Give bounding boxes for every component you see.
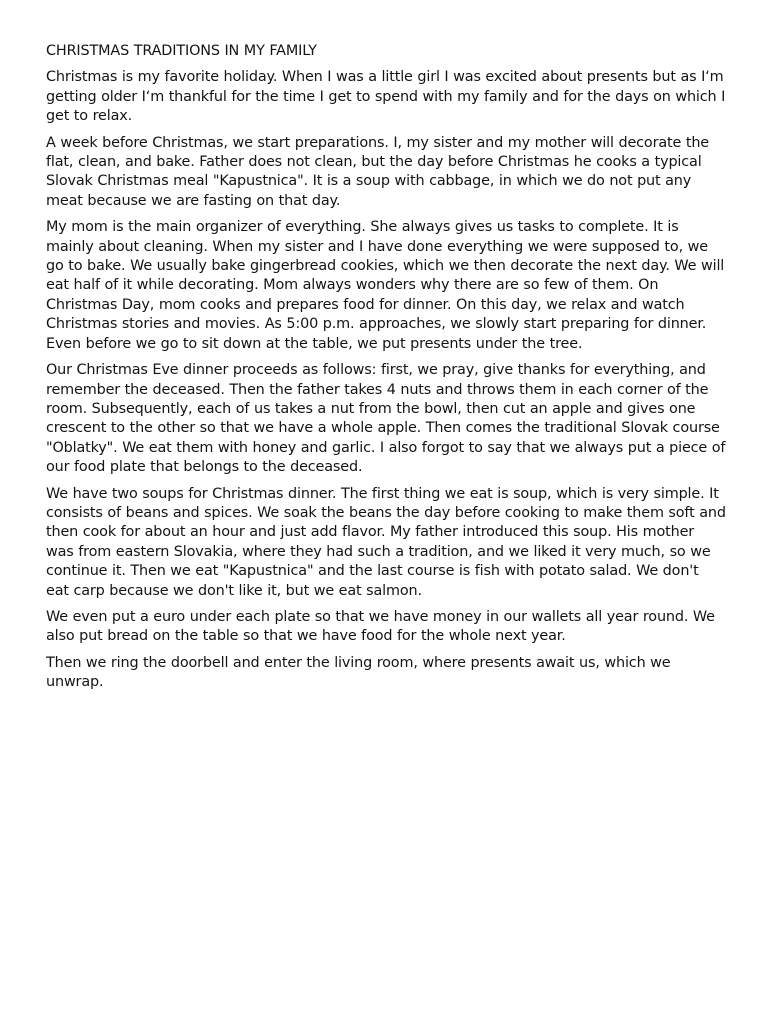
paragraph-preparations: A week before Christmas, we start preparations. I, my sister and my mother will decorate the flat, clean, and bake. Father does not clean, but the day before Christmas he cooks a typical Slovak Christmas meal "Kapustnica". It is a soup with cabbage, in which we do not put any meat because we are fasting on that day. bbox=[46, 134, 710, 209]
paragraph-intro: Christmas is my favorite holiday. When I was a little girl I was excited about presents but as I‘m getting older I‘m thankful for the time I get to spend with my family and for the days on which I get to relax. bbox=[46, 69, 726, 125]
paragraph-christmas-eve-dinner: Our Christmas Eve dinner proceeds as follows: first, we pray, give thanks for everything, and remember the deceased. Then the father takes 4 nuts and throws them in each corner of the room. Subsequently, each of us takes a nut from the bowl, then cut an apple and gives one crescent to the other so that we have a whole apple. Then comes the traditional Slovak course "Oblatky". We eat them with honey and garlic. I also forgot to say that we always put a piece of our food plate that belongs to the deceased. bbox=[46, 362, 726, 476]
paragraph-euro-bread: We even put a euro under each plate so that we have money in our wallets all year round. We also put bread on the table so that we have food for the whole next year. bbox=[46, 608, 715, 645]
document-title: CHRISTMAS TRADITIONS IN MY FAMILY bbox=[46, 43, 317, 59]
paragraph-presents: Then we ring the doorbell and enter the living room, where presents await us, which we unwrap. bbox=[46, 654, 671, 691]
paragraph-mom-organizer: My mom is the main organizer of everything. She always gives us tasks to complete. It is mainly about cleaning. When my sister and I have done everything we were supposed to, we go to bake. We usually bake gingerbread cookies, which we then decorate the next day. We will eat half of it while decorating. Mom always wonders why there are so few of them. On Christmas Day, mom cooks and prepares food for dinner. On this day, we relax and watch Christmas stories and movies. As 5:00 p.m. approaches, we slowly start preparing for dinner. Even before we go to sit down at the table, we put presents under the tree. bbox=[46, 219, 725, 352]
paragraph-soups: We have two soups for Christmas dinner. The first thing we eat is soup, which is very simple. It consists of beans and spices. We soak the beans the day before cooking to make them soft and then cook for about an hour and just add flavor. My father introduced this soup. His mother was from eastern Slovakia, where they had such a tradition, and we liked it very much, so we continue it. Then we eat "Kapustnica" and the last course is fish with potato salad. We don't eat carp because we don't like it, but we eat salmon. bbox=[46, 485, 726, 599]
document-page bbox=[46, 42, 726, 700]
